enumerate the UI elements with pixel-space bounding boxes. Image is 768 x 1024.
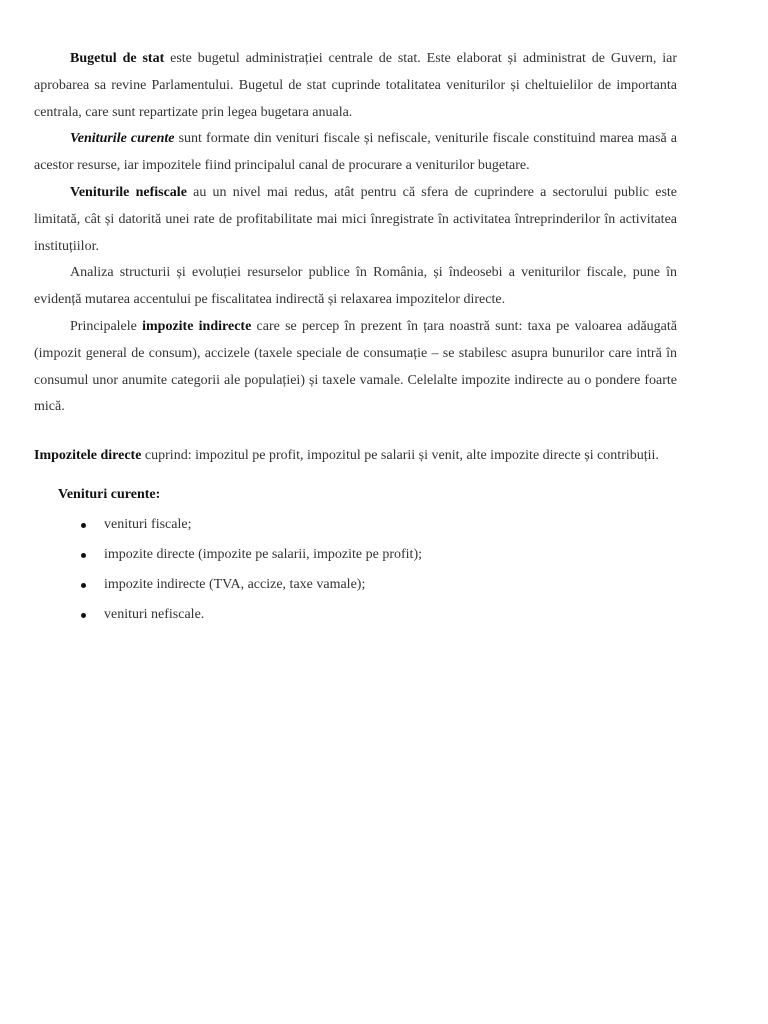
- list-item-text: impozite directe (impozite pe salarii, impozite pe profit);: [104, 547, 422, 563]
- list-item: [34, 542, 677, 572]
- paragraph-text: care se percep în prezent în țara noastră sunt: taxa pe valoarea adăugată (impozit general de consum), accizele (taxele speciale de consumație – se stabilesc asupra bunurilor care intră în consumul unor anumite categorii ale populației) și taxele vamale. Celelalte impozite indirecte au o pondere foarte mică.: [34, 318, 677, 415]
- venituri-list: [34, 512, 677, 632]
- paragraph-text: au un nivel mai redus, atât pentru că sfera de cuprindere a sectorului public este limitată, cât și datorită unei rate de profitabilitate mai mici înregistrate în activitatea întreprinderilor în activitatea instituțiilor.: [34, 184, 678, 254]
- bullet-icon: [81, 613, 86, 618]
- list-item-text: venituri nefiscale.: [104, 607, 205, 623]
- list-spacer: [34, 504, 677, 512]
- list-item-text: impozite indirecte (TVA, accize, taxe vamale);: [104, 577, 366, 593]
- paragraph-impozite-indirecte: [34, 314, 677, 421]
- paragraph-veniturile-curente: [34, 126, 677, 180]
- paragraph-analiza-structurii: [34, 260, 677, 314]
- list-item-text: venituri fiscale;: [104, 517, 192, 533]
- bullet-icon: [81, 553, 86, 558]
- paragraph-text: cuprind: impozitul pe profit, impozitul pe salarii și venit, alte impozite directe și contribuții.: [141, 448, 659, 464]
- paragraph-text: este bugetul administrației centrale de stat. Este elaborat și administrat de Guvern, iar aprobarea sa revine Parlamentului. Bugetul de stat cuprinde totalitatea veniturilor și cheltuielilor de importanta centrala, care sunt repartizate prin legea bugetara anuala.: [34, 51, 677, 120]
- bullet-icon: [81, 523, 86, 528]
- bullet-icon: [81, 583, 86, 588]
- paragraph-spacer: [34, 421, 677, 447]
- list-heading: Venituri curente:: [58, 487, 161, 503]
- paragraph-impozitele-directe: [34, 447, 677, 464]
- term-veniturile-nefiscale: Veniturile nefiscale: [70, 184, 187, 200]
- paragraph-spacer: [34, 464, 677, 486]
- paragraph-bugetul-de-stat: [34, 46, 677, 126]
- list-item: [34, 602, 677, 632]
- list-item: [34, 572, 677, 602]
- list-item: [34, 512, 677, 542]
- paragraph-text: Principalele: [70, 318, 143, 334]
- term-impozitele-directe: Impozitele directe: [34, 448, 142, 464]
- term-impozite-indirecte: impozite indirecte: [142, 318, 252, 334]
- term-bugetul-de-stat: Bugetul de stat: [70, 51, 165, 66]
- paragraph-text: sunt formate din venituri fiscale și nefiscale, veniturile fiscale constituind marea masă a acestor resurse, iar impozitele fiind principalul canal de procurare a veniturilor bugetare.: [34, 131, 677, 174]
- paragraph-text: Analiza structurii și evoluției resurselor publice în România, și îndeosebi a veniturilor fiscale, pune în evidență mutarea accentului pe fiscalitatea indirectă și relaxarea impozitelor directe.: [34, 265, 677, 308]
- document-body: [34, 46, 677, 632]
- paragraph-veniturile-nefiscale: [34, 180, 677, 260]
- term-veniturile-curente: Veniturile curente: [70, 131, 175, 147]
